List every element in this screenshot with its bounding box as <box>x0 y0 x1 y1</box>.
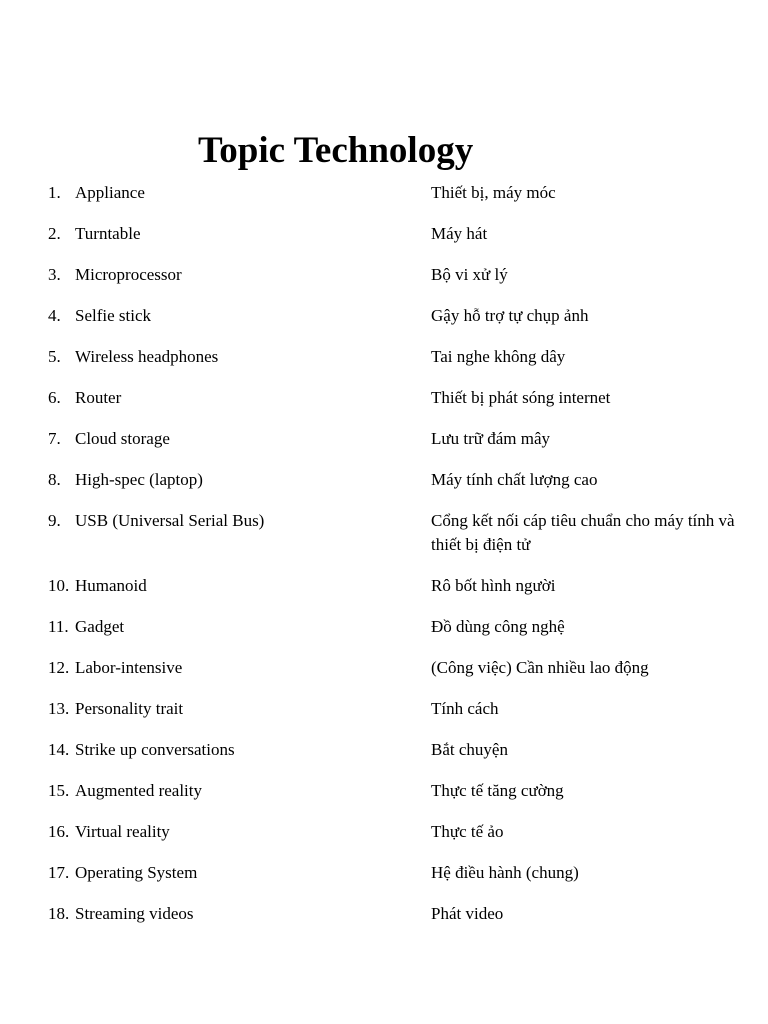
list-item <box>0 386 768 410</box>
item-term: Turntable <box>75 224 141 243</box>
item-meaning: Tai nghe không dây <box>431 347 566 366</box>
item-term: Cloud storage <box>75 429 170 448</box>
item-meaning: Bộ vi xử lý <box>431 265 508 284</box>
item-term: Augmented reality <box>75 781 202 800</box>
list-item <box>0 902 768 926</box>
list-item <box>0 861 768 885</box>
item-meaning: Tính cách <box>431 699 499 718</box>
item-number: 11. <box>48 617 69 636</box>
item-term: Streaming videos <box>75 904 194 923</box>
item-meaning: (Công việc) Cần nhiều lao động <box>431 658 649 677</box>
list-item <box>0 574 768 598</box>
list-item <box>0 779 768 803</box>
list-item <box>0 697 768 721</box>
item-meaning: Đồ dùng công nghệ <box>431 617 565 636</box>
item-term: Personality trait <box>75 699 184 718</box>
item-number: 12. <box>48 658 70 677</box>
item-number: 3. <box>48 265 61 284</box>
item-meaning: Lưu trữ đám mây <box>431 429 550 448</box>
item-term: Appliance <box>75 183 145 202</box>
item-number: 9. <box>48 511 61 530</box>
list-item <box>0 738 768 762</box>
list-item <box>0 304 768 328</box>
list-item <box>0 345 768 369</box>
item-meaning: Gậy hỗ trợ tự chụp ảnh <box>431 306 589 325</box>
list-item <box>0 820 768 844</box>
item-term: USB (Universal Serial Bus) <box>75 511 265 530</box>
page-title: Topic Technology <box>198 130 474 171</box>
item-term: Gadget <box>75 617 125 636</box>
item-number: 18. <box>48 904 70 923</box>
item-meaning: Thiết bị, máy móc <box>431 183 556 202</box>
item-number: 7. <box>48 429 61 448</box>
item-number: 15. <box>48 781 70 800</box>
item-number: 8. <box>48 470 61 489</box>
item-term: Virtual reality <box>75 822 170 841</box>
list-item <box>0 509 768 557</box>
item-term: Wireless headphones <box>75 347 219 366</box>
item-number: 6. <box>48 388 61 407</box>
list-item <box>0 263 768 287</box>
item-meaning: Thực tế ảo <box>431 822 504 841</box>
item-meaning: Cổng kết nối cáp tiêu chuẩn cho máy tính và thiết bị điện tử <box>431 511 735 554</box>
item-meaning: Máy hát <box>431 224 488 243</box>
item-term: Selfie stick <box>75 306 152 325</box>
item-meaning: Hệ điều hành (chung) <box>431 863 579 882</box>
list-item <box>0 615 768 639</box>
item-number: 2. <box>48 224 61 243</box>
item-term: Labor-intensive <box>75 658 183 677</box>
item-number: 16. <box>48 822 70 841</box>
list-item <box>0 656 768 680</box>
item-number: 13. <box>48 699 70 718</box>
item-number: 14. <box>48 740 70 759</box>
list-item <box>0 468 768 492</box>
item-meaning: Thực tế tăng cường <box>431 781 564 800</box>
item-meaning: Rô bốt hình người <box>431 576 556 595</box>
item-meaning: Thiết bị phát sóng internet <box>431 388 611 407</box>
list-item <box>0 427 768 451</box>
list-item <box>0 181 768 205</box>
item-number: 5. <box>48 347 61 366</box>
vocabulary-list <box>0 181 768 943</box>
item-term: Humanoid <box>75 576 147 595</box>
item-meaning: Phát video <box>431 904 504 923</box>
item-number: 1. <box>48 183 61 202</box>
item-term: High-spec (laptop) <box>75 470 203 489</box>
item-meaning: Máy tính chất lượng cao <box>431 470 598 489</box>
item-number: 4. <box>48 306 61 325</box>
item-term: Router <box>75 388 122 407</box>
item-meaning: Bắt chuyện <box>431 740 508 759</box>
item-term: Microprocessor <box>75 265 182 284</box>
list-item <box>0 222 768 246</box>
item-number: 10. <box>48 576 70 595</box>
item-term: Operating System <box>75 863 198 882</box>
item-number: 17. <box>48 863 70 882</box>
item-term: Strike up conversations <box>75 740 235 759</box>
